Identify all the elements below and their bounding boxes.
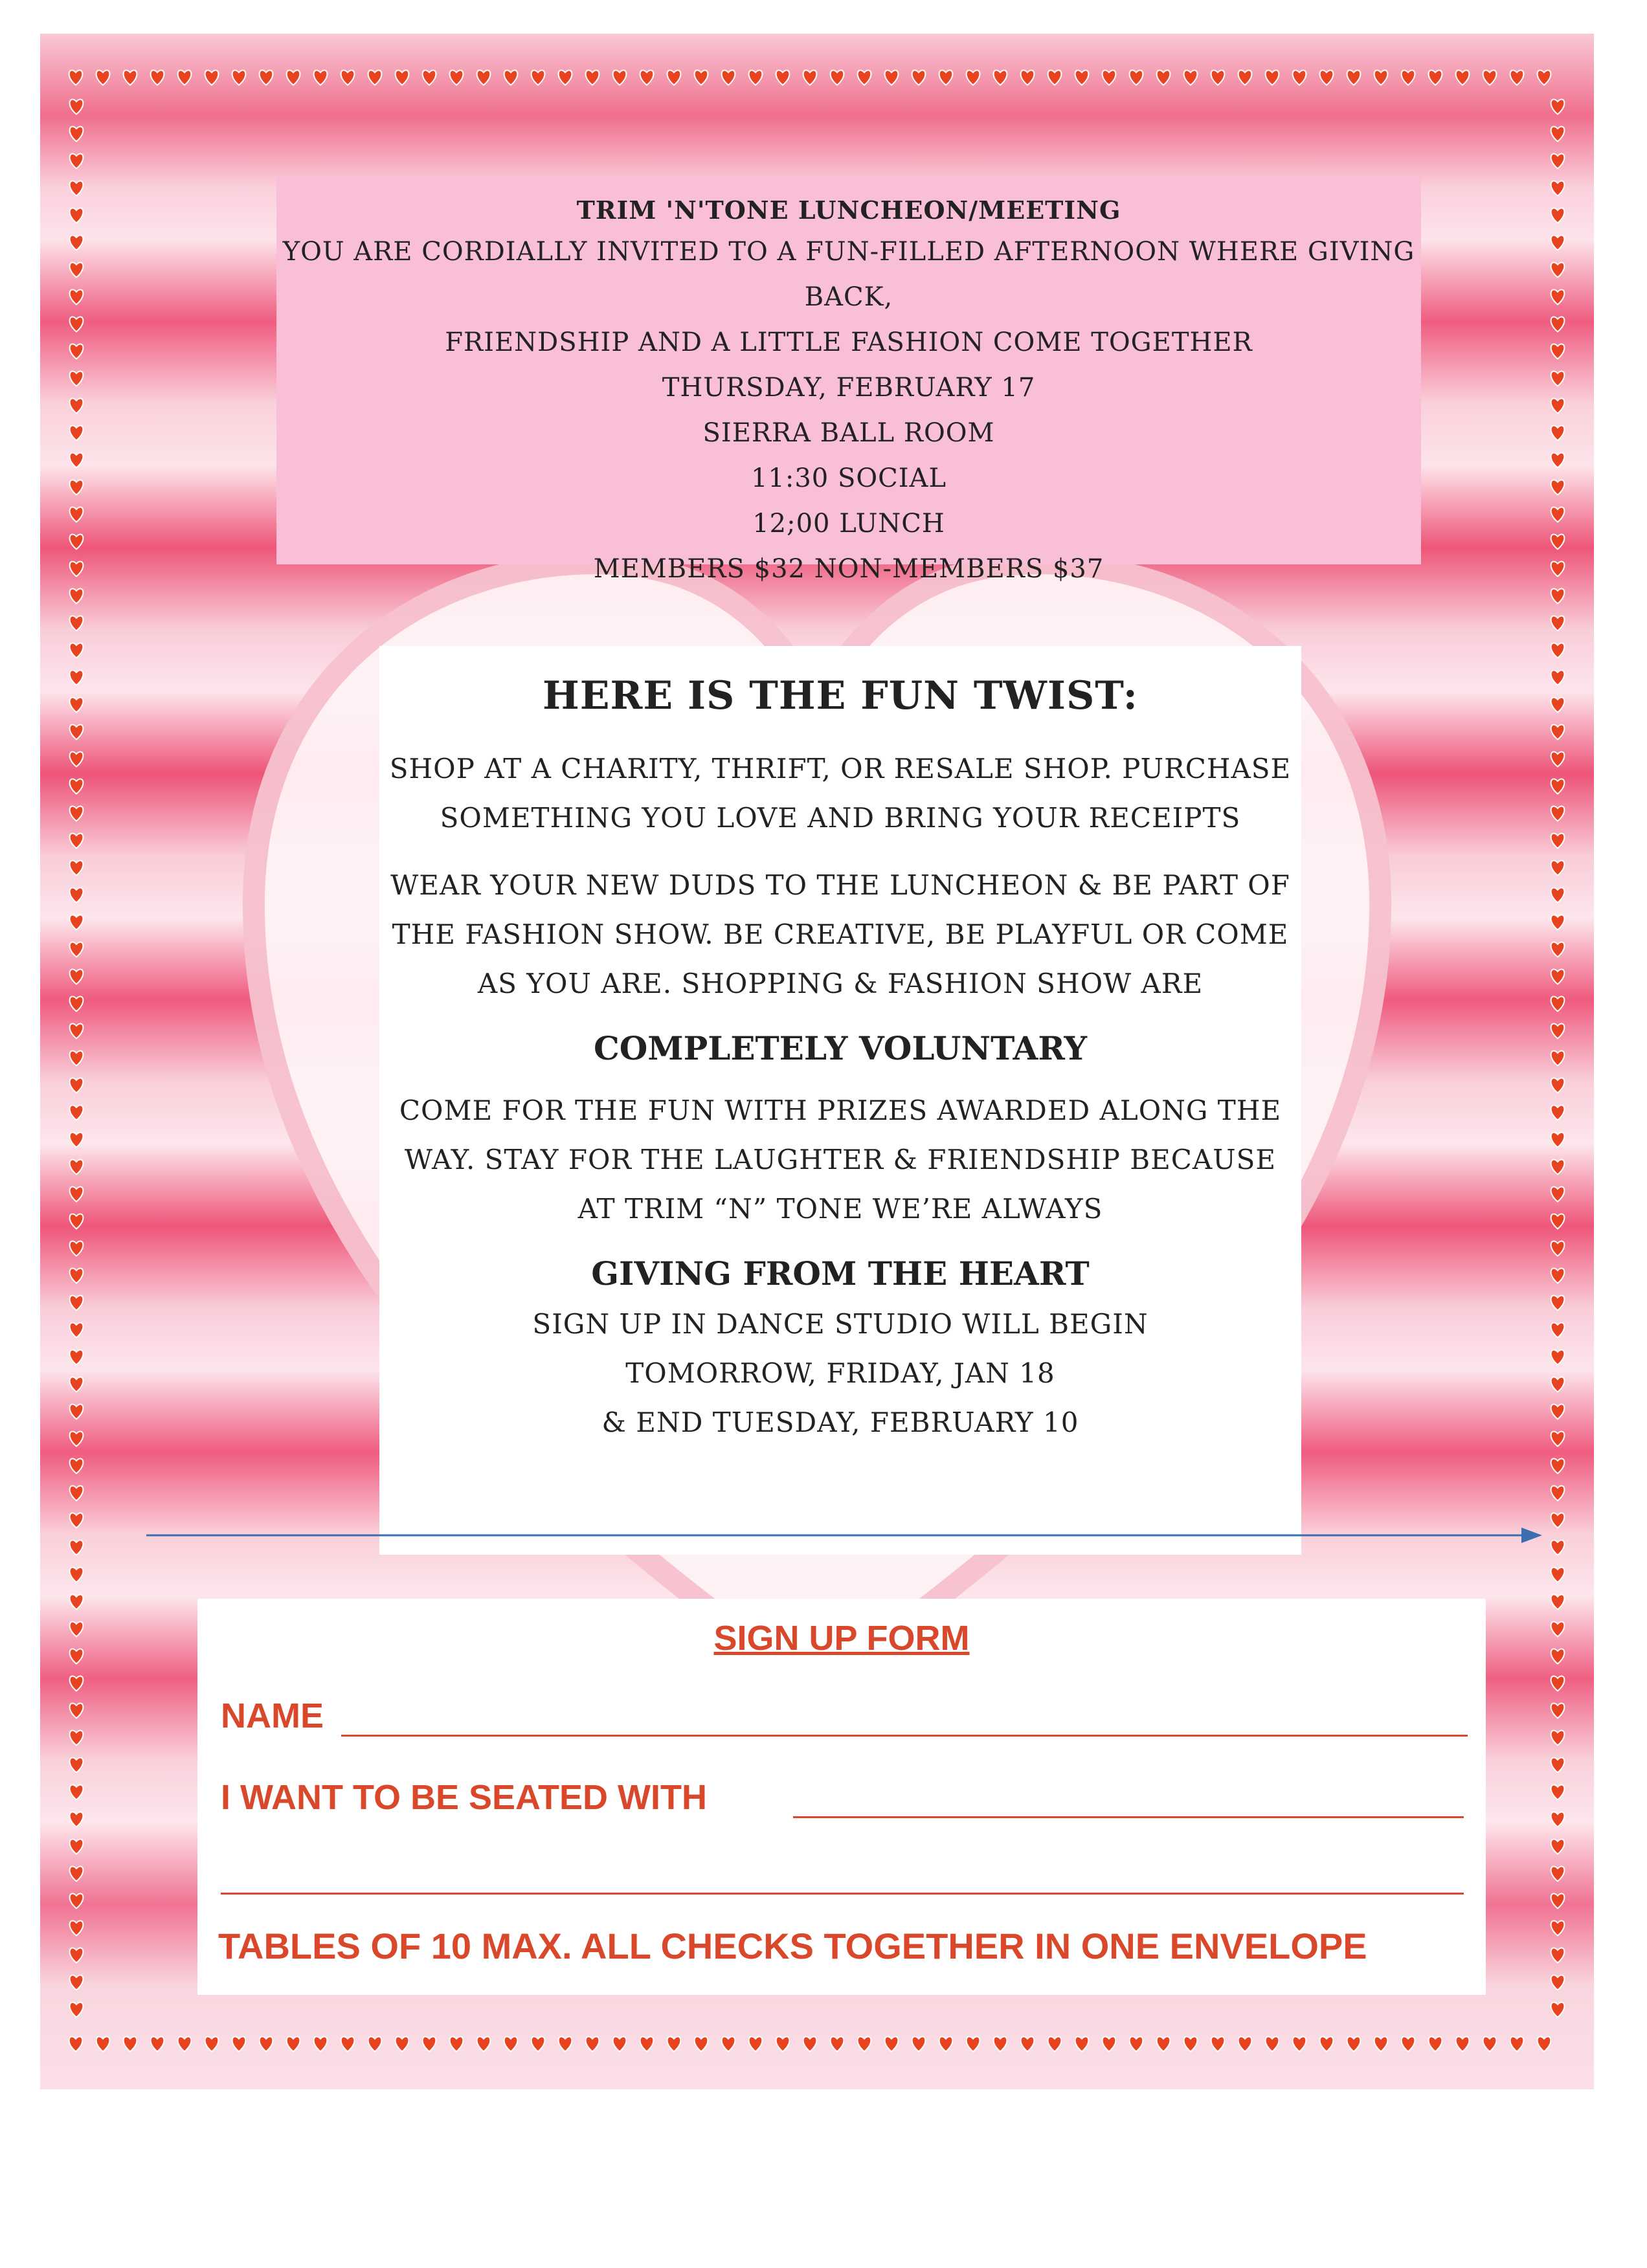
border-heart-icon xyxy=(1551,670,1565,685)
border-heart-icon xyxy=(1211,2036,1225,2051)
border-heart-icon xyxy=(1551,887,1565,902)
border-heart-icon xyxy=(640,2036,654,2051)
twist-paragraph-2-line-2: THE FASHION SHOW. BE CREATIVE, BE PLAYFUL OR COME xyxy=(392,918,1289,950)
border-heart-icon xyxy=(1551,153,1565,168)
border-heart-icon xyxy=(70,1513,84,1528)
border-heart-icon xyxy=(1551,1757,1565,1772)
border-heart-icon xyxy=(504,2036,518,2051)
border-heart-icon xyxy=(1075,2036,1089,2051)
border-heart-icon xyxy=(423,70,436,85)
border-heart-icon xyxy=(695,2036,708,2051)
voluntary-heading: COMPLETELY VOLUNTARY xyxy=(593,1029,1088,1067)
border-heart-icon xyxy=(1510,2036,1524,2051)
border-heart-icon xyxy=(1551,1350,1565,1364)
border-heart-icon xyxy=(70,126,84,141)
name-input-line[interactable] xyxy=(341,1735,1468,1737)
border-heart-icon xyxy=(1347,2036,1361,2051)
border-heart-icon xyxy=(1551,1893,1565,1908)
border-heart-icon xyxy=(885,2036,899,2051)
border-heart-icon xyxy=(1184,2036,1198,2051)
border-heart-icon xyxy=(1538,2036,1551,2051)
border-heart-icon xyxy=(1551,915,1565,929)
border-heart-icon xyxy=(70,344,84,359)
border-heart-icon xyxy=(1551,561,1565,576)
border-heart-icon xyxy=(70,1404,84,1419)
event-details-box xyxy=(276,177,1421,584)
border-heart-icon xyxy=(1374,70,1388,85)
border-heart-icon xyxy=(70,806,84,821)
border-heart-icon xyxy=(70,480,84,495)
border-heart-icon xyxy=(124,2036,137,2051)
flyer xyxy=(40,34,1594,2089)
border-heart-icon xyxy=(1320,70,1334,85)
border-heart-icon xyxy=(912,2036,926,2051)
border-heart-icon xyxy=(967,70,980,85)
border-heart-icon xyxy=(831,2036,844,2051)
border-heart-icon xyxy=(1551,1676,1565,1691)
border-heart-icon xyxy=(70,670,84,685)
twist-paragraph-2-line-3: AS YOU ARE. SHOPPING & FASHION SHOW ARE xyxy=(477,968,1204,999)
border-heart-icon xyxy=(205,70,219,85)
border-heart-icon xyxy=(1551,181,1565,195)
border-heart-icon xyxy=(1551,1431,1565,1446)
border-heart-icon xyxy=(1402,70,1415,85)
border-heart-icon xyxy=(776,2036,790,2051)
border-heart-icon xyxy=(1551,1322,1565,1337)
border-heart-icon xyxy=(1184,70,1198,85)
border-heart-icon xyxy=(151,2036,164,2051)
border-heart-icon xyxy=(1551,1703,1565,1718)
border-heart-icon xyxy=(1266,2036,1279,2051)
border-heart-icon xyxy=(722,70,735,85)
border-heart-icon xyxy=(1551,1268,1565,1283)
border-heart-icon xyxy=(70,1132,84,1147)
twist-paragraph-2 xyxy=(379,861,1301,1008)
fun-twist-box xyxy=(379,646,1301,1555)
border-heart-icon xyxy=(450,70,464,85)
event-prices: MEMBERS $32 NON-MEMBERS $37 xyxy=(593,554,1104,584)
border-heart-icon xyxy=(1551,697,1565,712)
heart-border-row xyxy=(62,2029,1572,2057)
border-heart-icon xyxy=(1157,2036,1171,2051)
border-heart-icon xyxy=(1157,70,1171,85)
border-heart-icon xyxy=(1048,70,1062,85)
border-heart-icon xyxy=(858,2036,871,2051)
border-heart-icon xyxy=(70,887,84,902)
border-heart-icon xyxy=(1551,1920,1565,1935)
border-heart-icon xyxy=(70,1322,84,1337)
border-heart-icon xyxy=(70,1458,84,1473)
border-heart-icon xyxy=(1402,2036,1415,2051)
border-heart-icon xyxy=(1551,2002,1565,2017)
signup-line-1: SIGN UP IN DANCE STUDIO WILL BEGIN xyxy=(532,1308,1148,1340)
border-heart-icon xyxy=(1483,2036,1497,2051)
border-heart-icon xyxy=(1374,2036,1388,2051)
border-heart-icon xyxy=(477,2036,491,2051)
border-heart-icon xyxy=(1551,1159,1565,1174)
border-heart-icon xyxy=(1551,1105,1565,1120)
border-heart-icon xyxy=(1551,208,1565,223)
border-heart-icon xyxy=(70,1485,84,1500)
border-heart-icon xyxy=(939,70,953,85)
border-heart-icon xyxy=(70,1757,84,1772)
twist-paragraph-1-line-1: SHOP AT A CHARITY, THRIFT, OR RESALE SHOP. PURCHASE xyxy=(389,753,1292,784)
heart-border-top xyxy=(62,62,1572,91)
tables-note: TABLES OF 10 MAX. ALL CHECKS TOGETHER IN ONE ENVELOPE xyxy=(218,1926,1367,1966)
seated-with-input-line[interactable] xyxy=(793,1816,1464,1818)
border-heart-icon xyxy=(70,1051,84,1065)
border-heart-icon xyxy=(70,561,84,576)
seated-with-continuation-line[interactable] xyxy=(221,1893,1464,1895)
border-heart-icon xyxy=(70,2002,84,2017)
border-heart-icon xyxy=(96,2036,110,2051)
border-heart-icon xyxy=(1238,70,1252,85)
border-heart-icon xyxy=(70,1078,84,1093)
border-heart-icon xyxy=(70,208,84,223)
border-heart-icon xyxy=(70,1214,84,1228)
border-heart-icon xyxy=(722,2036,735,2051)
border-heart-icon xyxy=(70,1812,84,1827)
border-heart-icon xyxy=(1551,1513,1565,1528)
border-heart-icon xyxy=(1551,1023,1565,1038)
border-heart-icon xyxy=(1551,1812,1565,1827)
border-heart-icon xyxy=(1538,70,1551,85)
border-heart-icon xyxy=(368,2036,382,2051)
signup-form xyxy=(197,1599,1486,1995)
border-heart-icon xyxy=(70,99,84,114)
invite-line-2: FRIENDSHIP AND A LITTLE FASHION COME TOGETHER xyxy=(445,328,1253,357)
border-heart-icon xyxy=(70,1839,84,1854)
border-heart-icon xyxy=(1551,1186,1565,1201)
border-heart-icon xyxy=(858,70,871,85)
border-heart-icon xyxy=(70,1186,84,1201)
border-heart-icon xyxy=(1130,70,1143,85)
border-heart-icon xyxy=(1551,1975,1565,1990)
heart-border-row xyxy=(1543,92,1572,2027)
border-heart-icon xyxy=(1551,1594,1565,1609)
giving-heading: GIVING FROM THE HEART xyxy=(591,1254,1090,1293)
border-heart-icon xyxy=(69,2036,83,2051)
border-heart-icon xyxy=(477,70,491,85)
invite-line-1: YOU ARE CORDIALLY INVITED TO A FUN-FILLED AFTERNOON WHERE GIVING BACK, xyxy=(282,237,1415,312)
border-heart-icon xyxy=(1456,70,1470,85)
border-heart-icon xyxy=(1551,1839,1565,1854)
border-heart-icon xyxy=(1551,480,1565,495)
border-heart-icon xyxy=(967,2036,980,2051)
border-heart-icon xyxy=(1551,371,1565,386)
border-heart-icon xyxy=(70,1649,84,1663)
signup-line-2: TOMORROW, FRIDAY, JAN 18 xyxy=(625,1357,1055,1389)
border-heart-icon xyxy=(559,2036,572,2051)
border-heart-icon xyxy=(1551,779,1565,794)
twist-paragraph-3-line-1: COME FOR THE FUN WITH PRIZES AWARDED ALONG THE xyxy=(399,1095,1282,1126)
border-heart-icon xyxy=(613,70,627,85)
border-heart-icon xyxy=(939,2036,953,2051)
border-heart-icon xyxy=(1551,507,1565,522)
border-heart-icon xyxy=(70,1621,84,1636)
border-heart-icon xyxy=(1238,2036,1252,2051)
border-heart-icon xyxy=(232,2036,246,2051)
border-heart-icon xyxy=(695,70,708,85)
border-heart-icon xyxy=(1551,1214,1565,1228)
border-heart-icon xyxy=(70,1784,84,1799)
border-heart-icon xyxy=(124,70,137,85)
border-heart-icon xyxy=(70,1431,84,1446)
border-heart-icon xyxy=(178,70,192,85)
border-heart-icon xyxy=(1551,1784,1565,1799)
border-heart-icon xyxy=(396,2036,409,2051)
border-heart-icon xyxy=(1551,1404,1565,1419)
lunch-time: 12;00 LUNCH xyxy=(752,509,945,539)
border-heart-icon xyxy=(1483,70,1497,85)
border-heart-icon xyxy=(1551,1295,1565,1310)
border-heart-icon xyxy=(1551,1866,1565,1881)
border-heart-icon xyxy=(1551,262,1565,277)
border-heart-icon xyxy=(1103,70,1116,85)
border-heart-icon xyxy=(70,1023,84,1038)
border-heart-icon xyxy=(70,534,84,549)
border-heart-icon xyxy=(1551,1540,1565,1555)
border-heart-icon xyxy=(423,2036,436,2051)
border-heart-icon xyxy=(1551,588,1565,603)
border-heart-icon xyxy=(396,70,409,85)
border-heart-icon xyxy=(1266,70,1279,85)
border-heart-icon xyxy=(70,1893,84,1908)
border-heart-icon xyxy=(70,1567,84,1582)
border-heart-icon xyxy=(1103,2036,1116,2051)
border-heart-icon xyxy=(1551,126,1565,141)
border-heart-icon xyxy=(749,70,763,85)
twist-paragraph-2-line-1: WEAR YOUR NEW DUDS TO THE LUNCHEON & BE PART OF xyxy=(390,869,1290,901)
border-heart-icon xyxy=(260,2036,273,2051)
twist-paragraph-3-line-3: AT TRIM “N” TONE WE’RE ALWAYS xyxy=(577,1193,1103,1225)
border-heart-icon xyxy=(70,452,84,467)
border-heart-icon xyxy=(287,2036,300,2051)
border-heart-icon xyxy=(994,70,1007,85)
border-heart-icon xyxy=(70,425,84,440)
border-heart-icon xyxy=(1048,2036,1062,2051)
form-title: SIGN UP FORM xyxy=(713,1619,970,1658)
border-heart-icon xyxy=(1320,2036,1334,2051)
border-heart-icon xyxy=(70,1975,84,1990)
border-heart-icon xyxy=(1551,289,1565,304)
border-heart-icon xyxy=(1551,344,1565,359)
border-heart-icon xyxy=(69,70,83,85)
border-heart-icon xyxy=(70,398,84,413)
border-heart-icon xyxy=(1551,643,1565,658)
border-heart-icon xyxy=(314,70,328,85)
event-location: SIERRA BALL ROOM xyxy=(702,418,995,448)
twist-paragraph-3 xyxy=(379,1086,1301,1234)
border-heart-icon xyxy=(1551,99,1565,114)
border-heart-icon xyxy=(532,2036,545,2051)
border-heart-icon xyxy=(151,70,164,85)
border-heart-icon xyxy=(70,697,84,712)
border-heart-icon xyxy=(1551,1649,1565,1663)
border-heart-icon xyxy=(1293,2036,1306,2051)
border-heart-icon xyxy=(96,70,110,85)
border-heart-icon xyxy=(70,235,84,250)
border-heart-icon xyxy=(1551,1241,1565,1256)
border-heart-icon xyxy=(70,1948,84,1962)
border-heart-icon xyxy=(70,833,84,848)
border-heart-icon xyxy=(70,724,84,739)
border-heart-icon xyxy=(1551,1132,1565,1147)
border-heart-icon xyxy=(1551,806,1565,821)
border-heart-icon xyxy=(70,1540,84,1555)
border-heart-icon xyxy=(1021,2036,1035,2051)
border-heart-icon xyxy=(70,371,84,386)
border-heart-icon xyxy=(70,1676,84,1691)
border-heart-icon xyxy=(1551,1948,1565,1962)
border-heart-icon xyxy=(1551,1458,1565,1473)
twist-paragraph-1 xyxy=(379,744,1301,843)
border-heart-icon xyxy=(1551,1051,1565,1065)
border-heart-icon xyxy=(831,70,844,85)
twist-paragraph-3-line-2: WAY. STAY FOR THE LAUGHTER & FRIENDSHIP BECAUSE xyxy=(404,1144,1277,1175)
border-heart-icon xyxy=(1551,996,1565,1011)
border-heart-icon xyxy=(341,70,355,85)
twist-paragraph-1-line-2: SOMETHING YOU LOVE AND BRING YOUR RECEIPTS xyxy=(440,802,1241,834)
border-heart-icon xyxy=(1293,70,1306,85)
border-heart-icon xyxy=(586,2036,599,2051)
border-heart-icon xyxy=(1551,398,1565,413)
border-heart-icon xyxy=(70,1105,84,1120)
border-heart-icon xyxy=(70,915,84,929)
border-heart-icon xyxy=(749,2036,763,2051)
border-heart-icon xyxy=(70,507,84,522)
border-heart-icon xyxy=(70,969,84,984)
heart-border-row xyxy=(62,62,1572,91)
border-heart-icon xyxy=(1551,860,1565,875)
border-heart-icon xyxy=(1551,969,1565,984)
border-heart-icon xyxy=(1211,70,1225,85)
signup-line-3: & END TUESDAY, FEBRUARY 10 xyxy=(601,1406,1079,1438)
border-heart-icon xyxy=(1551,724,1565,739)
border-heart-icon xyxy=(1021,70,1035,85)
border-heart-icon xyxy=(70,317,84,331)
border-heart-icon xyxy=(1551,534,1565,549)
border-heart-icon xyxy=(1551,751,1565,766)
border-heart-icon xyxy=(287,70,300,85)
border-heart-icon xyxy=(70,153,84,168)
event-title: TRIM 'N'TONE LUNCHEON/MEETING xyxy=(576,195,1121,225)
border-heart-icon xyxy=(1130,2036,1143,2051)
border-heart-icon xyxy=(1551,1485,1565,1500)
border-heart-icon xyxy=(1429,70,1442,85)
border-heart-icon xyxy=(70,1594,84,1609)
border-heart-icon xyxy=(776,70,790,85)
border-heart-icon xyxy=(1551,452,1565,467)
border-heart-icon xyxy=(70,1268,84,1283)
name-label: NAME xyxy=(221,1696,324,1735)
border-heart-icon xyxy=(1075,70,1089,85)
border-heart-icon xyxy=(559,70,572,85)
border-heart-icon xyxy=(70,616,84,630)
seated-with-label: I WANT TO BE SEATED WITH xyxy=(221,1778,707,1817)
border-heart-icon xyxy=(70,1377,84,1392)
border-heart-icon xyxy=(994,2036,1007,2051)
border-heart-icon xyxy=(1510,70,1524,85)
border-heart-icon xyxy=(803,2036,817,2051)
border-heart-icon xyxy=(1551,833,1565,848)
border-heart-icon xyxy=(70,1920,84,1935)
border-heart-icon xyxy=(70,181,84,195)
border-heart-icon xyxy=(504,70,518,85)
border-heart-icon xyxy=(1429,2036,1442,2051)
border-heart-icon xyxy=(205,2036,219,2051)
border-heart-icon xyxy=(70,1159,84,1174)
border-heart-icon xyxy=(667,2036,681,2051)
border-heart-icon xyxy=(803,70,817,85)
border-heart-icon xyxy=(70,1350,84,1364)
border-heart-icon xyxy=(667,70,681,85)
border-heart-icon xyxy=(70,1866,84,1881)
border-heart-icon xyxy=(1551,1621,1565,1636)
border-heart-icon xyxy=(314,2036,328,2051)
border-heart-icon xyxy=(1456,2036,1470,2051)
border-heart-icon xyxy=(70,1241,84,1256)
twist-heading: HERE IS THE FUN TWIST: xyxy=(543,673,1138,718)
border-heart-icon xyxy=(70,1295,84,1310)
border-heart-icon xyxy=(450,2036,464,2051)
border-heart-icon xyxy=(1551,1567,1565,1582)
border-heart-icon xyxy=(70,779,84,794)
heart-border-left xyxy=(62,92,91,2027)
border-heart-icon xyxy=(70,996,84,1011)
border-heart-icon xyxy=(586,70,599,85)
border-heart-icon xyxy=(532,70,545,85)
border-heart-icon xyxy=(70,751,84,766)
heart-border-right xyxy=(1543,92,1572,2027)
border-heart-icon xyxy=(640,70,654,85)
border-heart-icon xyxy=(70,289,84,304)
border-heart-icon xyxy=(70,262,84,277)
border-heart-icon xyxy=(70,643,84,658)
border-heart-icon xyxy=(1551,616,1565,630)
border-heart-icon xyxy=(70,860,84,875)
border-heart-icon xyxy=(70,588,84,603)
heart-border-row xyxy=(62,92,91,2027)
border-heart-icon xyxy=(368,70,382,85)
event-date: THURSDAY, FEBRUARY 17 xyxy=(662,373,1036,403)
border-heart-icon xyxy=(70,1703,84,1718)
arrow-line xyxy=(146,1522,1545,1548)
border-heart-icon xyxy=(912,70,926,85)
border-heart-icon xyxy=(1551,235,1565,250)
border-heart-icon xyxy=(260,70,273,85)
border-heart-icon xyxy=(341,2036,355,2051)
border-heart-icon xyxy=(1551,1078,1565,1093)
border-heart-icon xyxy=(1551,942,1565,957)
social-time: 11:30 SOCIAL xyxy=(750,463,947,493)
border-heart-icon xyxy=(70,942,84,957)
border-heart-icon xyxy=(1551,317,1565,331)
border-heart-icon xyxy=(70,1730,84,1745)
border-heart-icon xyxy=(1551,1377,1565,1392)
border-heart-icon xyxy=(885,70,899,85)
border-heart-icon xyxy=(1347,70,1361,85)
border-heart-icon xyxy=(613,2036,627,2051)
signup-info xyxy=(379,1300,1301,1447)
heart-border-bottom xyxy=(62,2029,1572,2057)
border-heart-icon xyxy=(178,2036,192,2051)
border-heart-icon xyxy=(1551,425,1565,440)
border-heart-icon xyxy=(1551,1730,1565,1745)
border-heart-icon xyxy=(232,70,246,85)
